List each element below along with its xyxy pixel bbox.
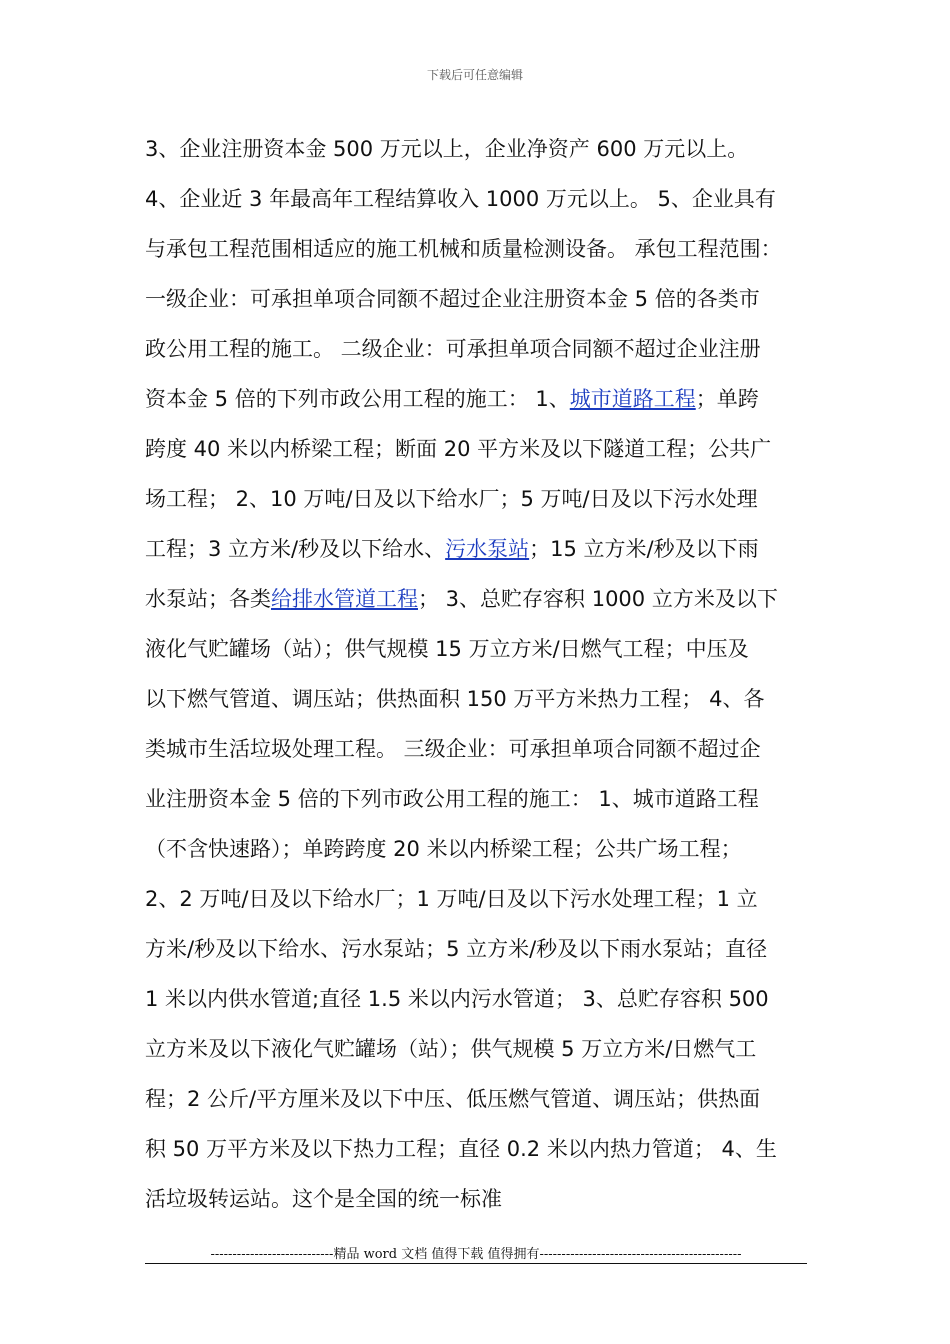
text-line — [145, 624, 813, 674]
footer-divider — [145, 1263, 807, 1264]
text-line — [145, 724, 813, 774]
text-segment: ；15 立方米/秒及以下雨 — [529, 537, 759, 561]
text-line — [145, 1124, 813, 1174]
text-line — [145, 124, 813, 174]
text-segment: 方米/秒及以下给水、污水泵站；5 立方米/秒及以下雨水泵站；直径 — [145, 937, 768, 961]
text-line — [145, 874, 813, 924]
text-segment: 程；2 公斤/平方厘米及以下中压、低压燃气管道、调压站；供热面 — [145, 1087, 761, 1111]
text-segment: 4、企业近 3 年最高年工程结算收入 1000 万元以上。 5、企业具有 — [145, 187, 776, 211]
inline-link[interactable]: 给排水管道工程 — [271, 587, 418, 611]
text-line — [145, 374, 813, 424]
text-line — [145, 474, 813, 524]
text-segment: 1 米以内供水管道;直径 1.5 米以内污水管道； 3、总贮存容积 500 — [145, 987, 769, 1011]
text-line — [145, 824, 813, 874]
text-segment: 工程；3 立方米/秒及以下给水、 — [145, 537, 446, 561]
page-header: 下载后可任意编辑 — [426, 68, 523, 82]
inline-link[interactable]: 污水泵站 — [445, 537, 530, 561]
text-line — [145, 924, 813, 974]
text-segment: 水泵站；各类 — [145, 587, 271, 611]
text-segment: 一级企业：可承担单项合同额不超过企业注册资本金 5 倍的各类市 — [145, 287, 760, 311]
text-segment: 业注册资本金 5 倍的下列市政公用工程的施工： 1、城市道路工程 — [145, 787, 759, 811]
text-line — [145, 424, 813, 474]
text-line — [145, 1024, 813, 1074]
document-body — [145, 124, 813, 1224]
text-segment: 立方米及以下液化气贮罐场（站）；供气规模 5 万立方米/日燃气工 — [145, 1037, 757, 1061]
text-line — [145, 974, 813, 1024]
text-segment: 跨度 40 米以内桥梁工程；断面 20 平方米及以下隧道工程；公共广 — [145, 437, 772, 461]
text-line — [145, 524, 813, 574]
text-segment: ；单跨 — [695, 387, 759, 411]
text-line — [145, 1174, 813, 1224]
text-segment: （不含快速路）；单跨跨度 20 米以内桥梁工程；公共广场工程； — [145, 837, 742, 861]
page-footer: ----------------------------精品 word 文档 值得下载 值得拥有---------------------------------------------- — [210, 1247, 742, 1262]
text-segment: 类城市生活垃圾处理工程。 三级企业：可承担单项合同额不超过企 — [145, 737, 761, 761]
text-line — [145, 1074, 813, 1124]
text-line — [145, 324, 813, 374]
text-line — [145, 574, 813, 624]
text-segment: 积 50 万平方米及以下热力工程；直径 0.2 米以内热力管道； 4、生 — [145, 1137, 777, 1161]
text-line — [145, 174, 813, 224]
text-line — [145, 674, 813, 724]
text-segment: 场工程； 2、10 万吨/日及以下给水厂；5 万吨/日及以下污水处理 — [145, 487, 758, 511]
text-segment: ； 3、总贮存容积 1000 立方米及以下 — [418, 587, 778, 611]
text-line — [145, 224, 813, 274]
text-segment: 液化气贮罐场（站）；供气规模 15 万立方米/日燃气工程；中压及 — [145, 637, 749, 661]
text-segment: 政公用工程的施工。 二级企业：可承担单项合同额不超过企业注册 — [145, 337, 761, 361]
inline-link[interactable]: 城市道路工程 — [569, 387, 696, 411]
text-line — [145, 774, 813, 824]
text-segment: 2、2 万吨/日及以下给水厂；1 万吨/日及以下污水处理工程；1 立 — [145, 887, 758, 911]
text-line — [145, 274, 813, 324]
text-segment: 3、企业注册资本金 500 万元以上，企业净资产 600 万元以上。 — [145, 137, 749, 161]
text-segment: 与承包工程范围相适应的施工机械和质量检测设备。 承包工程范围： — [145, 237, 782, 261]
text-segment: 以下燃气管道、调压站；供热面积 150 万平方米热力工程； 4、各 — [145, 687, 765, 711]
text-segment: 活垃圾转运站。这个是全国的统一标准 — [145, 1187, 502, 1211]
text-segment: 资本金 5 倍的下列市政公用工程的施工： 1、 — [145, 387, 570, 411]
